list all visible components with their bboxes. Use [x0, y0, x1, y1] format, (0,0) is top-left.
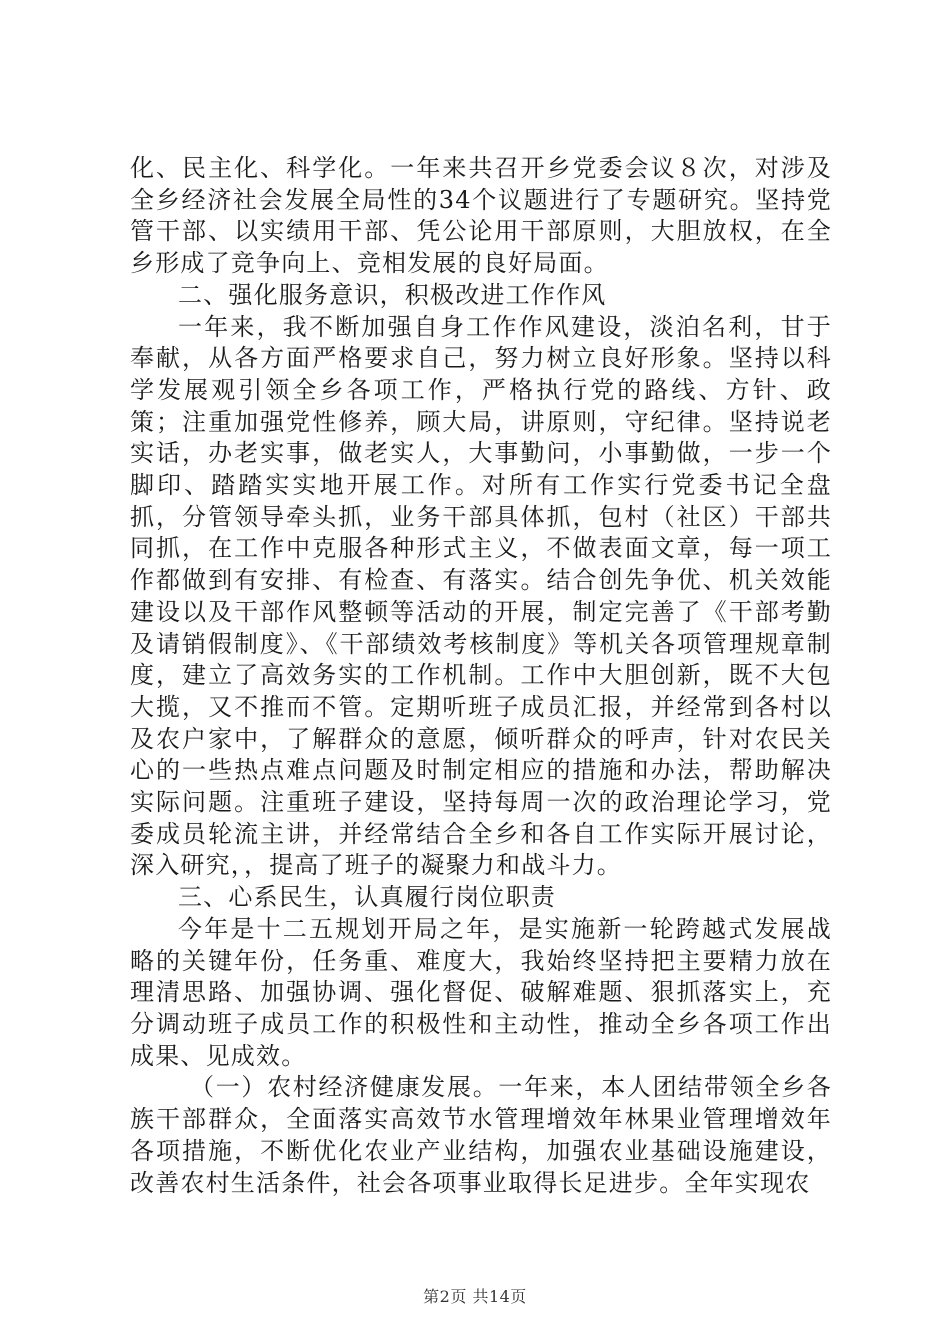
page-number-footer: 第2页 共14页: [423, 1287, 527, 1306]
paragraph-work-style: 一年来，我不断加强自身工作作风建设，淡泊名利，甘于奉献，从各方面严格要求自己，努力树立良好形象。坚持以科学发展观引领全乡各项工作，严格执行党的路线、方针、政策；注重加强党性修养，顾大局，讲原则，守纪律。坚持说老实话，办老实事，做老实人，大事勤问，小事勤做，一步一个脚印、踏踏实实地开展工作。对所有工作实行党委书记全盘抓，分管领导牵头抓，业务干部具体抓，包村（社区）干部共同抓，在工作中克服各种形式主义，不做表面文章，每一项工作都做到有安排、有检查、有落实。结合创先争优、机关效能建设以及干部作风整顿等活动的开展，制定完善了《干部考勤及请销假制度》、《干部绩效考核制度》等机关各项管理规章制度，建立了高效务实的工作机制。工作中大胆创新，既不大包大揽，又不推而不管。定期听班子成员汇报，并经常到各村以及农户家中，了解群众的意愿，倾听群众的呼声，针对农民关心的一些热点难点问题及时制定相应的措施和办法，帮助解决实际问题。注重班子建设，坚持每周一次的政治理论学习，党委成员轮流主讲，并经常结合全乡和各自工作实际开展讨论，深入研究，，提高了班子的凝聚力和战斗力。: [130, 312, 832, 880]
document-body: [130, 153, 832, 1199]
section-heading-3: 三、心系民生，认真履行岗位职责: [178, 883, 556, 912]
paragraph-rural-economy: （一）农村经济健康发展。一年来，本人团结带领全乡各族干部群众，全面落实高效节水管理增效年林果业管理增效年各项措施，不断优化农业产业结构，加强农业基础设施建设，改善农村生活条件，社会各项事业取得长足进步。全年实现农: [130, 1073, 832, 1197]
paragraph-continuation: 化、民主化、科学化。一年来共召开乡党委会议８次，对涉及全乡经济社会发展全局性的34个议题进行了专题研究。坚持党管干部、以实绩用干部、凭公论用干部原则，大胆放权，在全乡形成了竞争向上、竞相发展的良好局面。: [130, 154, 832, 278]
section-heading-2: 二、强化服务意识，积极改进工作作风: [178, 280, 607, 309]
paragraph-plan-year: 今年是十二五规划开局之年，是实施新一轮跨越式发展战略的关键年份，任务重、难度大，我始终坚持把主要精力放在理清思路、加强协调、强化督促、破解难题、狠抓落实上，充分调动班子成员工作的积极性和主动性，推动全乡各项工作出成果、见成效。: [130, 914, 832, 1070]
